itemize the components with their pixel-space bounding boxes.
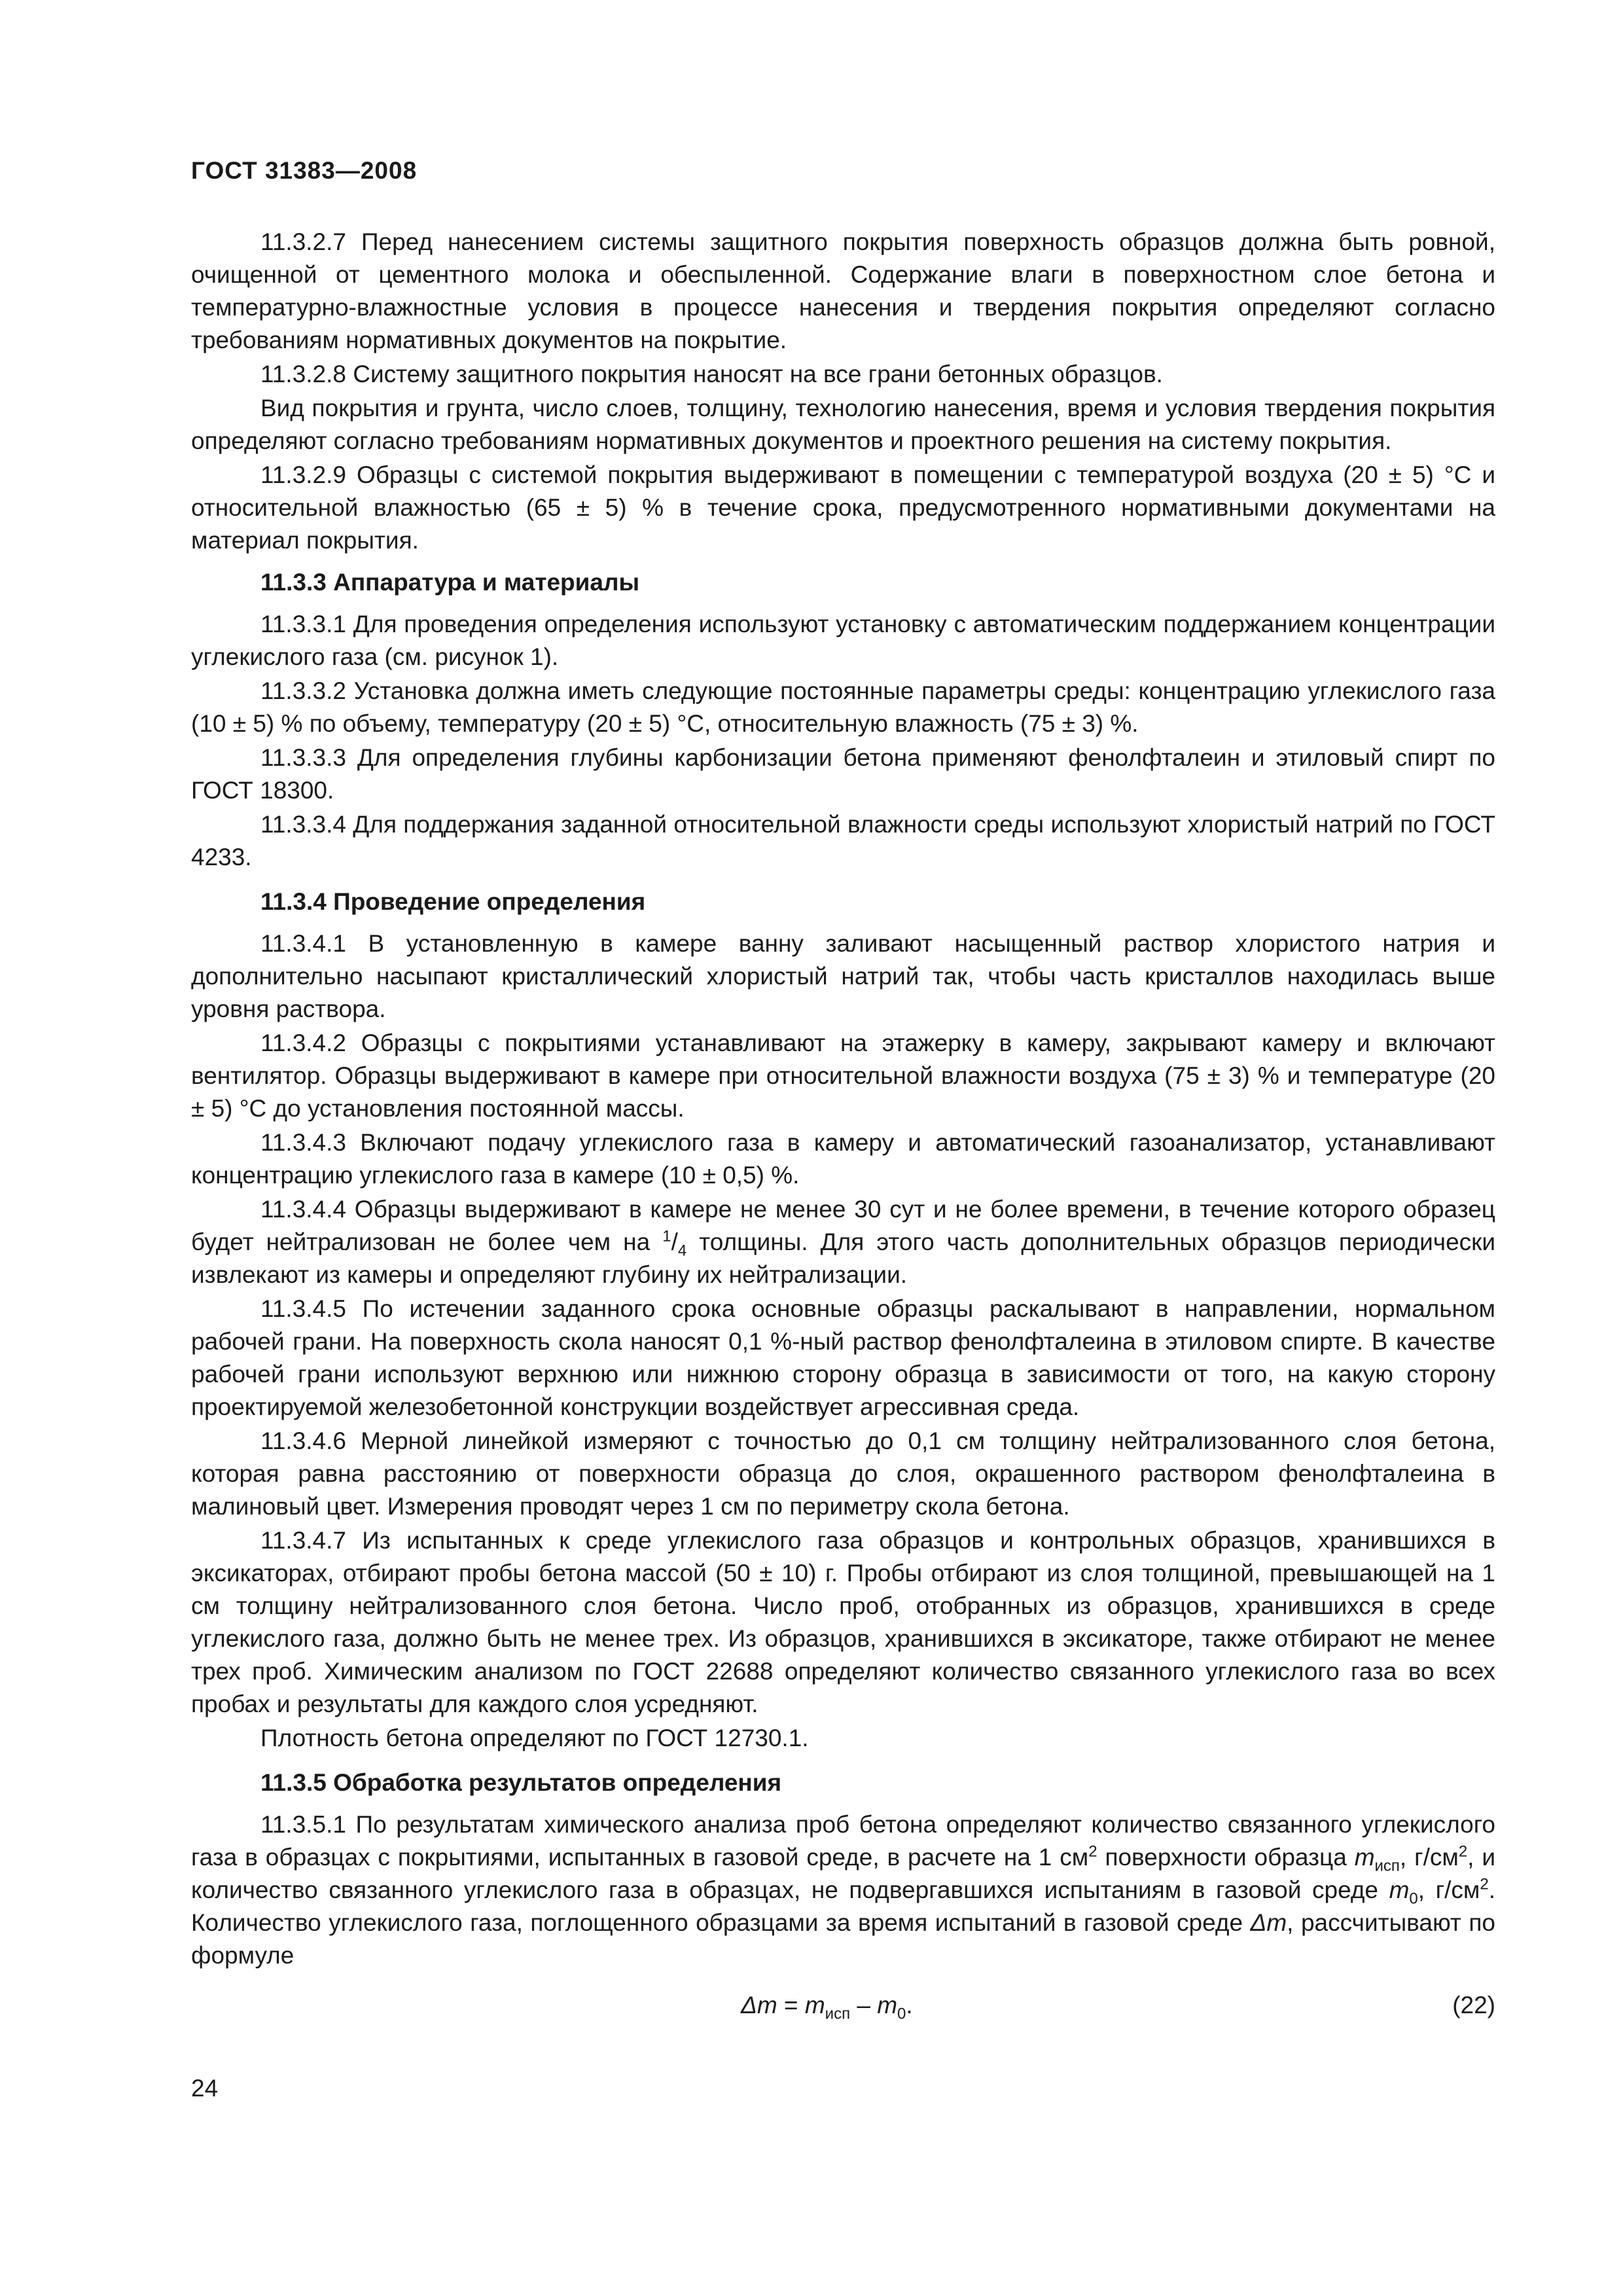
superscript-2: 2 [1458, 1842, 1468, 1861]
text-part: 11.3.5.1 По результатам химического анализа проб бетона определяют количество связанного углекислого газа в образцах с покрытиями, испытанных в газовой среде, в расчете на 1 см [191, 1811, 1495, 1871]
formula-lhs: Δm [741, 1992, 777, 2018]
formula-period: . [906, 1992, 913, 2018]
formula-m-0: m [877, 1992, 898, 2018]
paragraph-11-3-4-3: 11.3.4.3 Включают подачу углекислого газа в камеру и автоматический газоанализатор, устанавливают концентрацию углекислого газа в камере (10 ± 0,5) %. [191, 1129, 1495, 1189]
formula-minus: – [850, 1992, 878, 2018]
paragraph-11-3-3-4: 11.3.3.4 Для поддержания заданной относительной влажности среды используют хлористый натрий по ГОСТ 4233. [191, 811, 1495, 870]
formula-equals: = [777, 1992, 805, 2018]
subscript-0: 0 [1409, 1890, 1418, 1908]
paragraph-11-3-4-1: 11.3.4.1 В установленную в камере ванну заливают насыщенный раствор хлористого натрия и дополнительно насыпают кристаллический хлористый натрий так, чтобы часть кристаллов находилась выше уровня раствора. [191, 930, 1495, 1022]
text-part: , рассчитывают по формуле [191, 1909, 1495, 1969]
heading-11-3-4: 11.3.4 Проведение определения [260, 888, 646, 915]
paragraph-11-3-4-4-end: толщины. Для этого часть дополнительных образцов периодически извлекают из камеры и определяют глубину их нейтрализации. [191, 1229, 1496, 1288]
paragraph-11-3-2-9: 11.3.2.9 Образцы с системой покрытия выдерживают в помещении с температурой воздуха (20 ± 5) °С и относительной влажностью (65 ± 5) % в течение срока, предусмотренного нормативными документами на материал покрытия. [191, 461, 1495, 554]
paragraph-11-3-2-8: 11.3.2.8 Систему защитного покрытия наносят на все грани бетонных образцов. [260, 361, 1163, 387]
formula-22 [191, 1989, 1495, 2022]
document-body [191, 226, 1495, 2022]
paragraph-coating-type: Вид покрытия и грунта, число слоев, толщину, технологию нанесения, время и условия твердения покрытия определяют согласно требованиям нормативных документов и проектного решения на систему покрытия. [191, 395, 1495, 454]
text-part: , г/см [1418, 1876, 1480, 1903]
variable-m: m [1389, 1876, 1410, 1903]
standard-header: ГОСТ 31383—2008 [191, 157, 418, 184]
formula-expression [741, 1989, 913, 2022]
formula-sub-isp: исп [825, 2005, 851, 2023]
paragraph-11-3-4-7: 11.3.4.7 Из испытанных к среде углекислого газа образцов и контрольных образцов, хранившихся в эксикаторах, отбирают пробы бетона массой (50 ± 10) г. Пробы отбирают из слоя толщиной, превышающей на 1 см толщину нейтрализованного слоя бетона. Число проб, отобранных из образцов, хранившихся в среде углекислого газа, должно быть не менее трех. Из образцов, хранившихся в эксикаторе, также отбирают не менее трех проб. Химическим анализом по ГОСТ 22688 определяют количество связанного углекислого газа во всех пробах и результаты для каждого слоя усредняют. [191, 1527, 1495, 1717]
heading-11-3-3: 11.3.3 Аппаратура и материалы [260, 569, 640, 596]
text-part: , г/см [1399, 1844, 1459, 1871]
formula-m-isp: m [804, 1992, 825, 2018]
paragraph-11-3-3-2: 11.3.3.2 Установка должна иметь следующие постоянные параметры среды: концентрацию углекислого газа (10 ± 5) % по объему, температуру (20 ± 5) °С, относительную влажность (75 ± 3) %. [191, 677, 1495, 737]
paragraph-11-3-2-7: 11.3.2.7 Перед нанесением системы защитного покрытия поверхность образцов должна быть ровной, очищенной от цементного молока и обеспыленной. Содержание влаги в поверхностном слое бетона и температурно-влажностные условия в процессе нанесения и твердения покрытия определяют согласно требованиям нормативных документов на покрытие. [191, 228, 1495, 353]
paragraph-11-3-3-1: 11.3.3.1 Для проведения определения используют установку с автоматическим поддержанием концентрации углекислого газа (см. рисунок 1). [191, 611, 1495, 670]
paragraph-11-3-4-2: 11.3.4.2 Образцы с покрытиями устанавливают на этажерку в камеру, закрывают камеру и включают вентилятор. Образцы выдерживают в камере при относительной влажности воздуха (75 ± 3) % и температуре (20 ± 5) °С до установления постоянной массы. [191, 1030, 1495, 1122]
paragraph-11-3-4-4-start: 11.3.4.4 Образцы выдерживают в камере не менее 30 сут и не более времени, в течение которого образец будет нейтрализован не более чем на [191, 1196, 1495, 1255]
text-part: . Количество углекислого газа, поглощенного образцами за время испытаний в газовой среде [191, 1876, 1495, 1936]
text-part: , и количество связанного углекислого газа в образцах, не подвергавшихся испытаниям в газовой среде [191, 1844, 1496, 1903]
paragraph-11-3-4-4 [191, 1193, 1495, 1291]
fraction-denominator: 4 [677, 1242, 687, 1260]
text-part: поверхности образца [1097, 1844, 1355, 1871]
paragraph-11-3-3-3: 11.3.3.3 Для определения глубины карбонизации бетона применяют фенолфталеин и этиловый спирт по ГОСТ 18300. [191, 744, 1495, 804]
superscript-2: 2 [1088, 1842, 1097, 1861]
heading-11-3-5: 11.3.5 Обработка результатов определения [260, 1769, 782, 1796]
formula-sub-0: 0 [897, 2005, 906, 2023]
fraction-one-quarter: $^1/_4$ [662, 1227, 687, 1260]
paragraph-11-3-5-1 [191, 1808, 1495, 1972]
subscript-isp: исп [1374, 1857, 1400, 1875]
paragraph-density: Плотность бетона определяют по ГОСТ 12730.1. [260, 1725, 809, 1751]
paragraph-11-3-4-5: 11.3.4.5 По истечении заданного срока основные образцы раскалывают в направлении, нормальном рабочей грани. На поверхность скола наносят 0,1 %-ный раствор фенолфталеина в этиловом спирте. В качестве рабочей грани используют верхнюю или нижнюю сторону образца в зависимости от того, на какую сторону проектируемой железобетонной конструкции воздействует агрессивная среда. [191, 1295, 1495, 1420]
formula-number: (22) [1452, 1992, 1495, 2018]
variable-m: m [1354, 1844, 1375, 1871]
paragraph-11-3-4-6: 11.3.4.6 Мерной линейкой измеряют с точностью до 0,1 см толщину нейтрализованного слоя бетона, которая равна расстоянию от поверхности образца до слоя, окрашенного раствором фенолфталеина в малиновый цвет. Измерения проводят через 1 см по периметру скола бетона. [191, 1427, 1495, 1520]
page-number: 24 [191, 2075, 219, 2102]
variable-delta-m: Δm [1250, 1909, 1287, 1936]
fraction-numerator: 1 [662, 1227, 671, 1246]
superscript-2: 2 [1480, 1875, 1489, 1893]
